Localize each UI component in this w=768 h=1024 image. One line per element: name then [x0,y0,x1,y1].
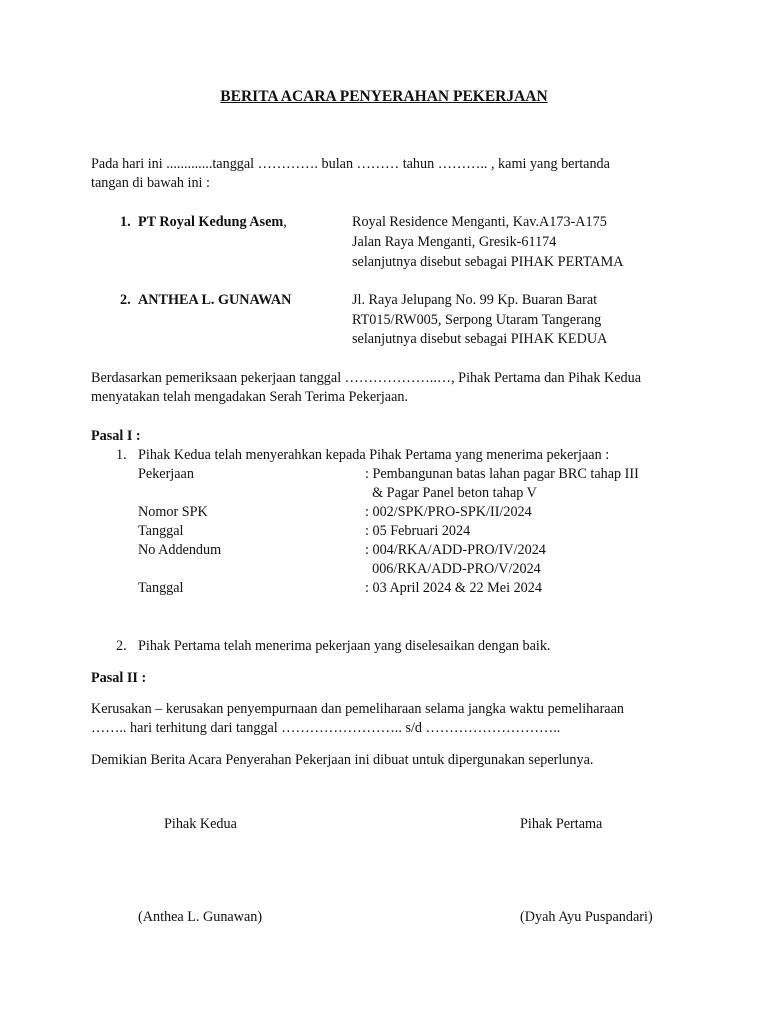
party-1-name-wrap [138,213,287,232]
pasal-2-heading: Pasal II : [91,670,147,686]
party-2-name-wrap [138,291,291,310]
party-2-number: 2. [120,292,131,308]
pasal-1-item-1-number: 1. [116,447,127,463]
basis-line-1: Berdasarkan pemeriksaan pekerjaan tanggal ………………..…, Pihak Pertama dan Pihak Kedua [91,370,641,386]
document-title: BERITA ACARA PENYERAHAN PEKERJAAN [220,88,548,105]
detail-value: & Pagar Panel beton tahap V [365,485,537,501]
detail-label: Tanggal [138,523,184,539]
pasal-2-line-1: Kerusakan – kerusakan penyempurnaan dan pemeliharaan selama jangka waktu pemeliharaan [91,701,624,717]
pasal-1-item-2-text: Pihak Pertama telah menerima pekerjaan yang diselesaikan dengan baik. [138,638,551,654]
party-2-address-2: RT015/RW005, Serpong Utaram Tangerang [352,312,602,328]
detail-value: : 002/SPK/PRO-SPK/II/2024 [365,504,532,520]
party-2-designation: selanjutnya disebut sebagai PIHAK KEDUA [352,331,608,347]
party-2-name: ANTHEA L. GUNAWAN [138,292,292,308]
signature-left-name: (Anthea L. Gunawan) [138,909,263,925]
party-1-name: PT Royal Kedung Asem [138,214,284,230]
pasal-1-item-1-text: Pihak Kedua telah menyerahkan kepada Pihak Pertama yang menerima pekerjaan : [138,447,610,463]
signature-right-name: (Dyah Ayu Puspandari) [520,909,653,925]
party-1-number: 1. [120,214,131,230]
detail-label: No Addendum [138,542,222,558]
closing-statement: Demikian Berita Acara Penyerahan Pekerjaan ini dibuat untuk dipergunakan seperlunya. [91,752,594,768]
detail-value: : 05 Februari 2024 [365,523,471,539]
party-1-address-1: Royal Residence Menganti, Kav.A173-A175 [352,214,607,230]
detail-label: Pekerjaan [138,466,194,482]
signature-right-role: Pihak Pertama [520,816,603,832]
party-1-designation: selanjutnya disebut sebagai PIHAK PERTAMA [352,254,624,270]
pasal-2-line-2: …….. hari terhitung dari tanggal …………………….. s/d ……………………….. [91,720,561,736]
detail-label: Nomor SPK [138,504,208,520]
intro-line-1: Pada hari ini .............tanggal …………. bulan ……… tahun ……….. , kami yang bertanda [91,156,610,172]
party-1-address-2: Jalan Raya Menganti, Gresik-61174 [352,234,557,250]
basis-line-2: menyatakan telah mengadakan Serah Terima Pekerjaan. [91,389,409,405]
detail-value: : Pembangunan batas lahan pagar BRC tahap III [365,466,639,482]
detail-value: : 03 April 2024 & 22 Mei 2024 [365,580,542,596]
detail-label: Tanggal [138,580,184,596]
party-2-address-1: Jl. Raya Jelupang No. 99 Kp. Buaran Barat [352,292,598,308]
pasal-1-item-2-number: 2. [116,638,127,654]
pasal-1-heading: Pasal I : [91,428,141,444]
detail-value: 006/RKA/ADD-PRO/V/2024 [365,561,541,577]
intro-line-2: tangan di bawah ini : [91,175,210,191]
signature-left-role: Pihak Kedua [164,816,237,832]
party-1-name-suffix: , [283,214,287,230]
detail-value: : 004/RKA/ADD-PRO/IV/2024 [365,542,546,558]
